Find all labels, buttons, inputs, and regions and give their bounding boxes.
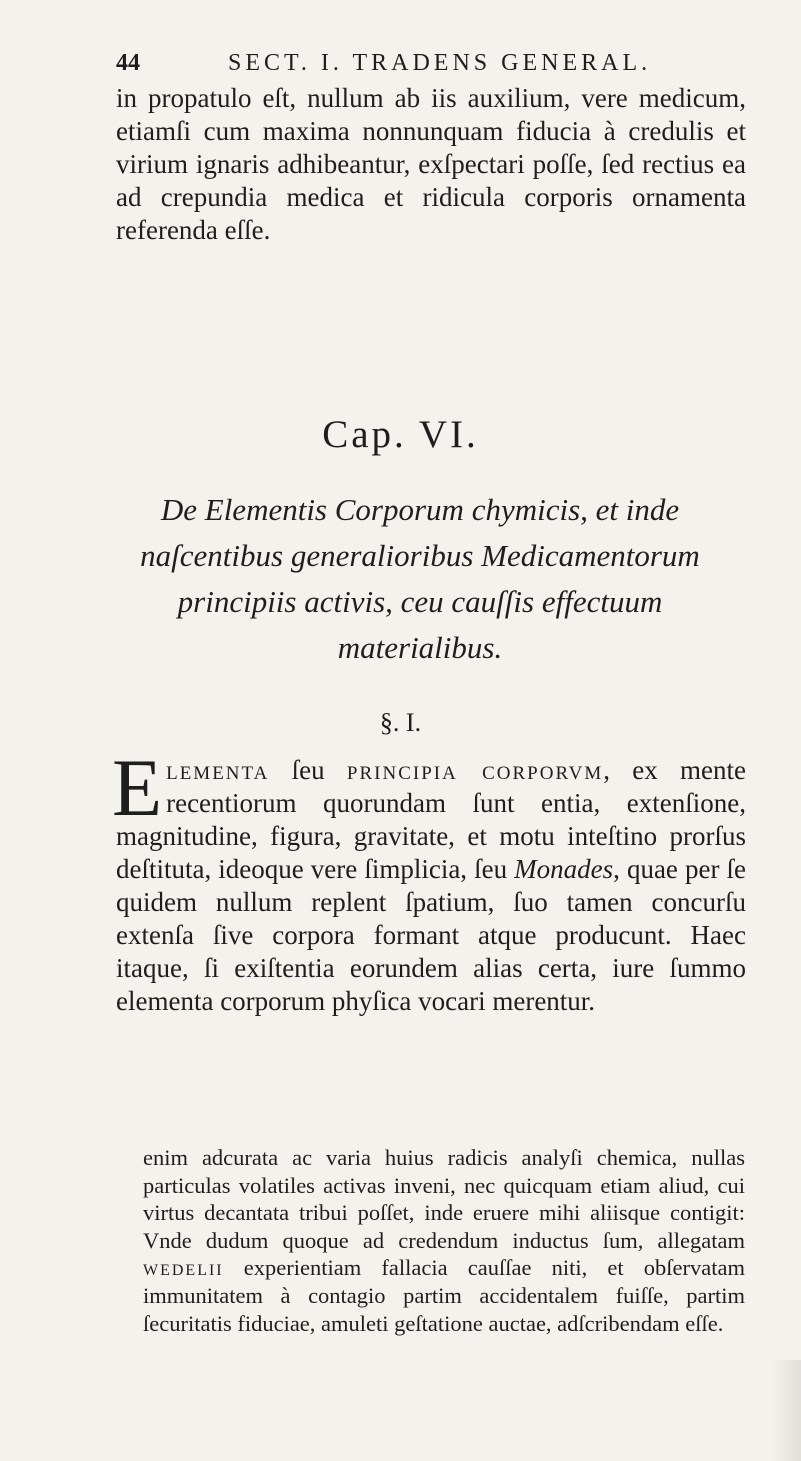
body-text-b: , ex mente recentiorum quorundam ſunt entia, extenſione, magnitudine, figura, gravitate, et motu inteſtino prorſus deſtituta, ideoque vere ſimplicia, ſeu (116, 755, 746, 884)
section-mark: §. I. (379, 708, 422, 737)
footnote (143, 1144, 745, 1337)
intro-paragraph: in propatulo eſt, nullum ab iis auxilium, vere medicum, etiamſi cum maxima nonnunquam fiducia à credulis et virium ignaris adhibeantur, exſpectari poſſe, ſed rectius ea ad crepundia medica et ridicula corporis ornamenta referenda eſſe. (116, 83, 746, 245)
running-title: SECT. I. TRADENS GENERAL. (228, 50, 652, 76)
chapter-subtitle: De Elementis Corporum chymicis, et inde naſcentibus generalioribus Medicamentorum principiis activis, ceu cauſſis effectuum materialibus. (140, 492, 700, 665)
page-edge-shadow (771, 1360, 801, 1461)
page-number: 44 (116, 50, 140, 76)
chapter-heading: Cap. VI. (322, 413, 479, 456)
body-text-a: ſeu (269, 755, 347, 785)
body-italic-term: Monades (514, 854, 614, 884)
footnote-author-name: wedelii (143, 1255, 224, 1281)
footnote-text-b: experientiam fallacia cauſſae niti, et obſervatam immunitatem à contagio partim accidentalem fuiſſe, partim ſecuritatis fiduciae, amuleti geſtatione auctae, adſcribendam eſſe. (143, 1255, 745, 1336)
body-lead-word: lementa (166, 755, 270, 785)
body-text-c: , quae per ſe quidem nullum replent ſpatium, ſuo tamen concurſu extenſa ſive corpora formant atque producunt. Haec itaque, ſi exiſtentia eorundem alias certa, iure ſummo elementa corporum phyſica vocari merentur. (116, 854, 746, 1016)
body-smallcaps-term: principia corporvm (346, 755, 604, 785)
drop-cap-initial: E (112, 742, 163, 833)
running-head (116, 50, 736, 80)
body-paragraph (112, 742, 746, 1018)
footnote-text-a: enim adcurata ac varia huius radicis analyſi chemica, nullas particulas volatiles activas inveni, nec quicquam etiam aliud, cui virtus decantata tribui poſſet, inde eruere mihi aliisque contigit: Vnde dudum quoque ad credendum inductus ſum, allegatam (143, 1145, 745, 1253)
